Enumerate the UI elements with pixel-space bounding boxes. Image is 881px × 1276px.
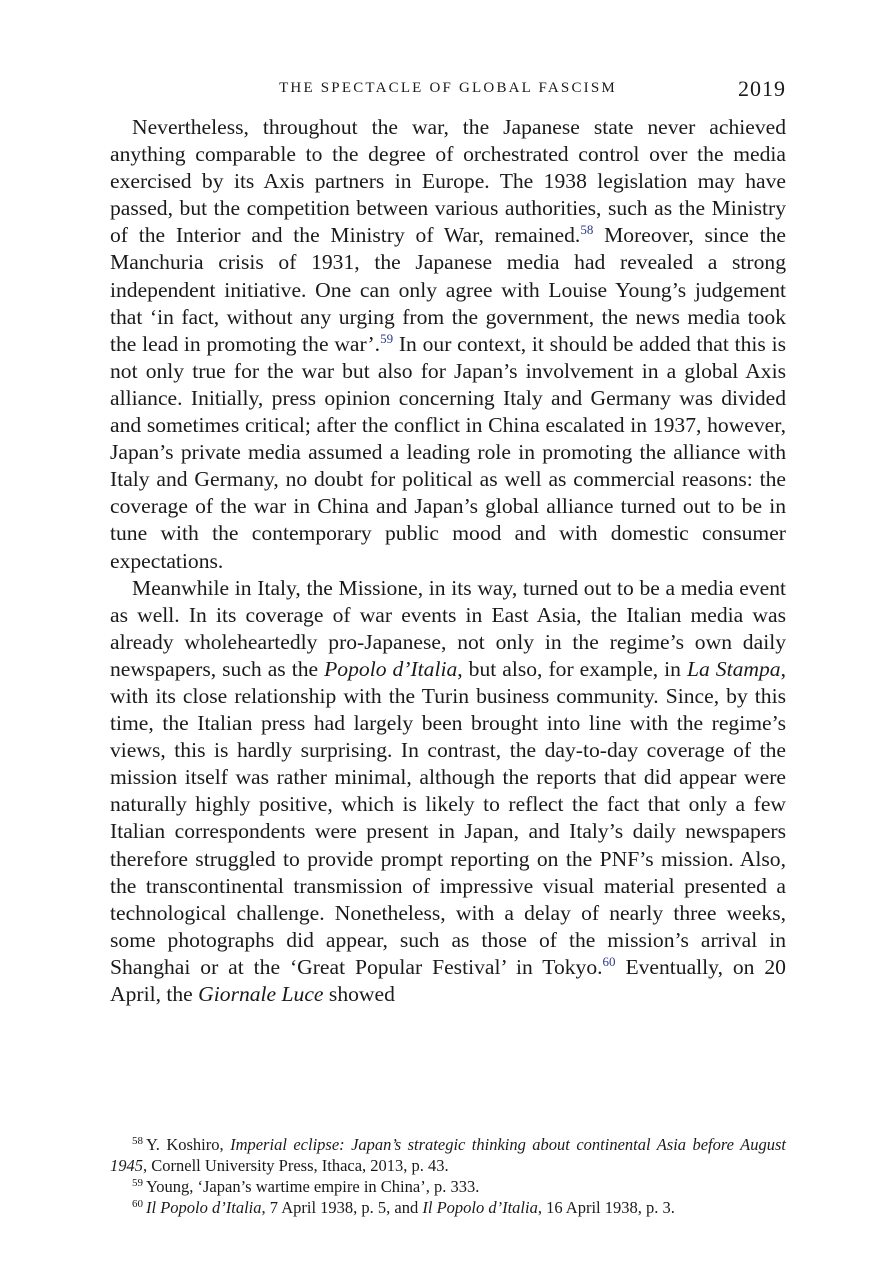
footnote-number: 59 [132,1176,143,1189]
paragraph-1-text: Nevertheless, throughout the war, the Japanese state never achieved anything comparable to the degree of orchestrated control over the media exercised by its Axis partners in Europe. The 1938 legislation may have passed, but the competition between various authorities, such as the Ministry of the Interior and the Ministry of War, remained. [110,115,786,248]
footnote-text: Y. Koshiro, [146,1135,231,1154]
footnote-text: Young, ‘Japan’s wartime empire in China’, p. 333. [146,1177,480,1196]
running-title: THE SPECTACLE OF GLOBAL FASCISM [279,80,617,96]
footnote-text: , 7 April 1938, p. 5, and [261,1198,423,1217]
footnote-ref-60[interactable]: 60 [602,953,616,969]
paragraph-2-text: Eventually, on 20 April, the [110,954,786,1006]
paragraph-2-text: , with its close relationship with the Turin business community. Since, by this time, the Italian press had largely been brought into line with the regime’s views, this is hardly surprising. In contrast, the day-to-day coverage of the mission itself was rather minimal, although the reports that did appear were naturally highly positive, which is likely to reflect the fact that only a few Italian correspondents were present in Japan, and Italy’s daily newspapers therefore struggled to provide prompt reporting on the PNF’s mission. Also, the transcontinental transmission of impressive visual material presented a technological challenge. Nonetheless, with a delay of nearly three weeks, some photographs did appear, such as those of the mission’s arrival in Shanghai or at the ‘Great Popular Festival’ in Tokyo. [110,656,786,979]
footnote-text: , 16 April 1938, p. 3. [537,1198,675,1217]
footnote-italic: Il Popolo d’Italia [146,1198,262,1217]
footnote-58 [110,1134,786,1176]
footnote-italic: Il Popolo d’Italia [422,1198,538,1217]
italic-title: Popolo d’Italia [324,656,458,681]
paragraph-1 [110,114,786,575]
footnote-number: 60 [132,1197,143,1210]
footnote-italic: Imperial eclipse: Japan’s strategic thinking about continental Asia before August 1945 [110,1135,786,1175]
footnotes [110,1134,786,1218]
footnote-ref-59[interactable]: 59 [380,330,394,346]
body-text [110,114,786,1008]
running-header [110,76,786,102]
italic-title: Giornale Luce [198,982,324,1006]
footnote-59 [110,1176,786,1197]
paragraph-2-text: , but also, for example, in [457,656,687,681]
paragraph-1-text: In our context, it should be added that this is not only true for the war but also for Japan’s involvement in a global Axis alliance. Initially, press opinion concerning Italy and Germany was divided and sometimes critical; after the conflict in China escalated in 1937, however, Japan’s private media assumed a leading role in promoting the alliance with Italy and Germany, no doubt for political as well as commercial reasons: the coverage of the war in China and Japan’s global alliance turned out to be in tune with the contemporary public mood and with domestic consumer expectations. [110,331,786,573]
italic-title: La Stampa [686,656,781,681]
paragraph-2 [110,575,786,1009]
footnote-ref-58[interactable]: 58 [580,222,594,238]
paragraph-2-text: showed [323,982,395,1006]
footnote-number: 58 [132,1134,143,1147]
page-number: 2019 [738,76,786,101]
footnote-text: , Cornell University Press, Ithaca, 2013, p. 43. [143,1156,449,1175]
paragraph-2-text: Meanwhile in Italy, the Missione, in its way, turned out to be a media event as well. In its coverage of war events in East Asia, the Italian media was already wholeheartedly pro-Japanese, not only in the regime’s own daily newspapers, such as the [110,575,786,681]
footnote-60 [110,1197,786,1218]
paragraph-1-text: Moreover, since the Manchuria crisis of 1931, the Japanese media had revealed a strong independent initiative. One can only agree with Louise Young’s judgement that ‘in fact, without any urging from the government, the news media took the lead in promoting the war’. [110,223,786,356]
